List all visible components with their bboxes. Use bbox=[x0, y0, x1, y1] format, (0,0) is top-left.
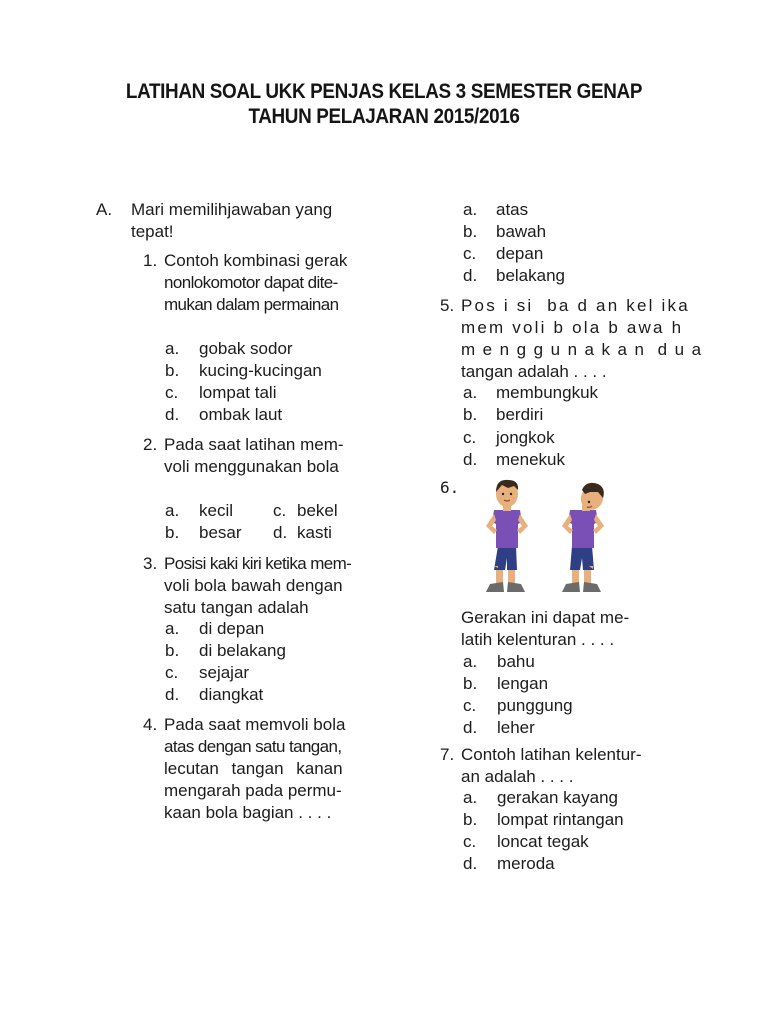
question-text: nonlokomotor dapat dite- bbox=[164, 273, 338, 292]
option-letter: a. bbox=[463, 652, 478, 671]
option-letter: c. bbox=[165, 663, 179, 682]
question-text: Pada saat memvoli bola bbox=[164, 715, 346, 734]
option-letter: c. bbox=[165, 383, 179, 402]
option-text: meroda bbox=[497, 854, 555, 873]
question-text: tangan adalah . . . . bbox=[461, 362, 607, 381]
option-text: belakang bbox=[496, 266, 566, 285]
option-letter: c. bbox=[463, 696, 477, 715]
question-number: 5. bbox=[440, 296, 455, 315]
option-text: di belakang bbox=[199, 641, 286, 660]
option-letter: a. bbox=[463, 788, 478, 807]
option-text: diangkat bbox=[199, 685, 264, 704]
section-label: A. bbox=[96, 200, 113, 219]
option-letter: a. bbox=[165, 501, 180, 520]
question-text: Posisi kaki kiri ketika mem- bbox=[164, 554, 352, 573]
option-text: punggung bbox=[497, 696, 573, 715]
option-letter: b. bbox=[165, 361, 180, 380]
option-letter: a. bbox=[463, 200, 478, 219]
option-letter: b. bbox=[463, 810, 478, 829]
option-letter: d. bbox=[165, 685, 180, 704]
question-number: 1. bbox=[143, 251, 158, 270]
option-text: kasti bbox=[297, 523, 332, 542]
child-bending-neck bbox=[562, 482, 607, 592]
option-text: bekel bbox=[297, 501, 338, 520]
question-number: 4. bbox=[143, 715, 158, 734]
option-text: depan bbox=[496, 244, 544, 263]
question-number: 6. bbox=[440, 478, 460, 497]
question-number: 7. bbox=[440, 745, 455, 764]
option-text: di depan bbox=[199, 619, 265, 638]
option-text: menekuk bbox=[496, 450, 565, 469]
exercise-illustration bbox=[472, 474, 624, 602]
question-text: mengarah pada permu- bbox=[164, 781, 342, 800]
option-letter: b. bbox=[463, 674, 478, 693]
option-letter: d. bbox=[463, 450, 478, 469]
question-text: kaan bola bagian . . . . bbox=[164, 803, 332, 822]
question-text: satu tangan adalah bbox=[164, 598, 309, 617]
question-text: Pos i si ba d an kel ika bbox=[461, 296, 690, 315]
question-text: an adalah . . . . bbox=[461, 767, 574, 786]
question-number: 2. bbox=[143, 435, 158, 454]
option-text: lengan bbox=[497, 674, 549, 693]
option-text: atas bbox=[496, 200, 529, 219]
option-letter: b. bbox=[165, 641, 180, 660]
option-letter: d. bbox=[463, 266, 478, 285]
option-letter: c. bbox=[463, 832, 477, 851]
question-text: Pada saat latihan mem- bbox=[164, 435, 344, 454]
option-letter: a. bbox=[165, 619, 180, 638]
option-text: berdiri bbox=[496, 405, 544, 424]
question-text: lecutan tangan kanan bbox=[164, 759, 343, 778]
question-text: mukan dalam permainan bbox=[164, 295, 339, 314]
option-text: membungkuk bbox=[496, 383, 599, 402]
option-letter: b. bbox=[463, 405, 478, 424]
option-letter: d. bbox=[165, 405, 180, 424]
option-letter: c. bbox=[463, 244, 477, 263]
option-text: jongkok bbox=[496, 428, 555, 447]
question-text: m e n g g u n a k a n d u a bbox=[461, 340, 703, 359]
section-instruction-cont: tepat! bbox=[131, 222, 174, 241]
document-title-line2: TAHUN PELAJARAN 2015/2016 bbox=[248, 105, 520, 128]
child-standing bbox=[486, 480, 528, 592]
question-number: 3. bbox=[143, 554, 158, 573]
section-instruction: Mari memilihjawaban yang bbox=[131, 200, 333, 219]
option-letter: a. bbox=[463, 383, 478, 402]
question-text: Contoh latihan kelentur- bbox=[461, 745, 642, 764]
option-text: kecil bbox=[199, 501, 234, 520]
option-text: bahu bbox=[497, 652, 535, 671]
document-title-line1: LATIHAN SOAL UKK PENJAS KELAS 3 SEMESTER GENAP bbox=[125, 80, 643, 103]
question-text: Contoh kombinasi gerak bbox=[164, 251, 348, 270]
option-text: gerakan kayang bbox=[497, 788, 618, 807]
option-letter: a. bbox=[165, 339, 180, 358]
option-text: gobak sodor bbox=[199, 339, 293, 358]
question-text: voli menggunakan bola bbox=[164, 457, 339, 476]
option-letter: c. bbox=[273, 501, 287, 520]
question-text: voli bola bawah dengan bbox=[164, 576, 343, 595]
option-letter: c. bbox=[463, 428, 477, 447]
option-letter: b. bbox=[165, 523, 180, 542]
question-text: latih kelenturan . . . . bbox=[461, 630, 615, 649]
question-text: mem voli b ola b awa h bbox=[461, 318, 684, 337]
option-text: lompat rintangan bbox=[497, 810, 624, 829]
option-text: kucing-kucingan bbox=[199, 361, 322, 380]
option-text: sejajar bbox=[199, 663, 250, 682]
option-text: bawah bbox=[496, 222, 547, 241]
option-letter: d. bbox=[273, 523, 288, 542]
option-letter: d. bbox=[463, 854, 478, 873]
option-text: loncat tegak bbox=[497, 832, 589, 851]
option-text: leher bbox=[497, 718, 535, 737]
question-text: atas dengan satu tangan, bbox=[164, 737, 342, 756]
option-letter: d. bbox=[463, 718, 478, 737]
option-text: besar bbox=[199, 523, 242, 542]
question-text: Gerakan ini dapat me- bbox=[461, 608, 630, 627]
option-text: ombak laut bbox=[199, 405, 283, 424]
option-letter: b. bbox=[463, 222, 478, 241]
option-text: lompat tali bbox=[199, 383, 277, 402]
